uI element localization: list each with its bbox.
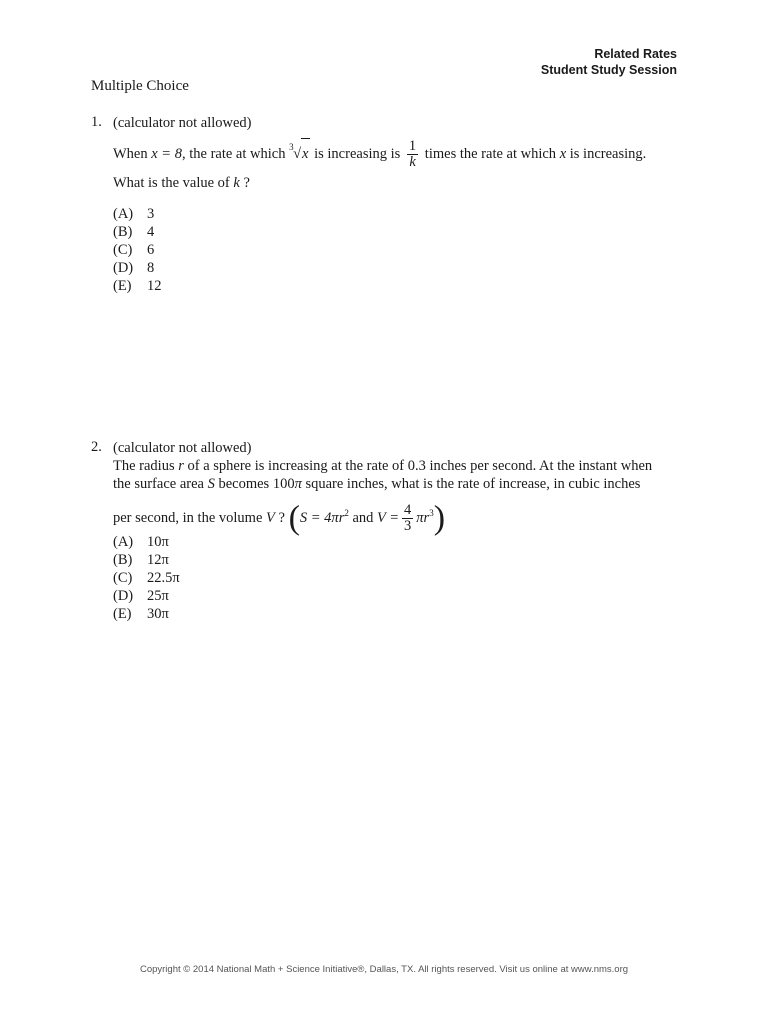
copyright-footer: Copyright © 2014 National Math + Science Initiative®, Dallas, TX. All rights reserved. Visit us online at www.nms.org bbox=[139, 964, 629, 975]
choice-value: 4 bbox=[147, 224, 155, 241]
answer-choice bbox=[113, 533, 683, 551]
choice-label: (B) bbox=[113, 224, 133, 241]
math-symbol: π bbox=[294, 476, 302, 492]
choice-value: 12π bbox=[147, 552, 169, 568]
header-title: Related Rates bbox=[594, 47, 677, 61]
prompt-text: is increasing. bbox=[569, 146, 647, 162]
choice-value: 25π bbox=[147, 588, 169, 604]
choice-label: (D) bbox=[113, 260, 134, 277]
prompt-text: and bbox=[352, 509, 374, 526]
choice-value: 12 bbox=[147, 278, 162, 295]
prompt-text: per second, in the volume bbox=[113, 509, 263, 526]
answer-choice bbox=[113, 277, 683, 295]
choice-label: (C) bbox=[113, 570, 133, 586]
answer-choice bbox=[113, 551, 683, 569]
denominator: k bbox=[409, 154, 416, 171]
question-line bbox=[113, 493, 683, 537]
math-expression: x = 8 bbox=[151, 146, 182, 162]
answer-choices bbox=[113, 205, 683, 295]
question-number: 1. bbox=[91, 114, 102, 130]
numerator: 1 bbox=[408, 138, 417, 155]
answer-choice bbox=[113, 587, 683, 605]
math-variable: S bbox=[207, 476, 215, 492]
root-index: 3 bbox=[289, 142, 294, 152]
fraction bbox=[407, 139, 418, 170]
answer-choice bbox=[113, 223, 683, 241]
prompt-text: When bbox=[113, 146, 148, 162]
exponent: 3 bbox=[429, 508, 434, 518]
question-line bbox=[113, 457, 683, 475]
prompt-text: the surface area bbox=[113, 476, 204, 492]
prompt-text: is increasing is bbox=[314, 146, 401, 162]
choice-label: (B) bbox=[113, 552, 133, 568]
prompt-text: becomes 100 bbox=[218, 476, 295, 492]
question-text bbox=[113, 174, 683, 192]
question-line bbox=[113, 475, 683, 493]
prompt-text: The radius bbox=[113, 458, 175, 474]
right-paren: ) bbox=[433, 499, 446, 537]
header-subtitle: Student Study Session bbox=[540, 63, 677, 77]
answer-choices bbox=[113, 533, 683, 623]
choice-value: 10π bbox=[147, 534, 169, 550]
math-variable: k bbox=[233, 175, 240, 192]
prompt-text: ? bbox=[278, 509, 285, 526]
section-title: Multiple Choice bbox=[91, 78, 189, 94]
denominator: 3 bbox=[404, 518, 412, 534]
choice-label: (A) bbox=[113, 534, 134, 550]
cube-root: 3 √x bbox=[293, 138, 310, 169]
choice-value: 8 bbox=[147, 260, 155, 277]
answer-choice bbox=[113, 259, 683, 277]
question-body bbox=[113, 114, 683, 295]
answer-choice bbox=[113, 605, 683, 623]
question-prompt bbox=[113, 138, 683, 170]
exponent: 2 bbox=[344, 508, 349, 518]
math-expression: S = 4πr bbox=[299, 509, 345, 526]
question-number: 2. bbox=[91, 439, 102, 455]
question-note: (calculator not allowed) bbox=[113, 440, 252, 456]
answer-choice bbox=[113, 205, 683, 223]
math-expression: V = bbox=[377, 509, 400, 526]
math-variable: x bbox=[559, 146, 567, 162]
choice-value: 22.5π bbox=[147, 570, 180, 586]
prompt-text: , the rate at which bbox=[181, 146, 286, 162]
answer-choice bbox=[113, 569, 683, 587]
choice-value: 6 bbox=[147, 242, 155, 259]
question-body bbox=[113, 439, 683, 623]
prompt-text: square inches, what is the rate of increase, in cubic inches bbox=[305, 476, 641, 492]
choice-label: (C) bbox=[113, 242, 133, 259]
math-expression: πr bbox=[416, 509, 430, 526]
math-variable: r bbox=[178, 458, 184, 474]
choice-value: 30π bbox=[147, 606, 169, 622]
math-variable: V bbox=[266, 509, 275, 526]
fraction bbox=[402, 503, 413, 534]
choice-label: (D) bbox=[113, 588, 134, 604]
prompt-text: of a sphere is increasing at the rate of 0.3 inches per second. At the instant when bbox=[187, 458, 653, 474]
choice-value: 3 bbox=[147, 206, 155, 223]
answer-choice bbox=[113, 241, 683, 259]
choice-label: (E) bbox=[113, 606, 132, 622]
numerator: 4 bbox=[404, 502, 412, 518]
prompt-text: What is the value of bbox=[113, 175, 230, 192]
page-header bbox=[541, 46, 677, 78]
radicand: x bbox=[301, 138, 310, 169]
prompt-text: ? bbox=[243, 175, 250, 192]
left-paren: ( bbox=[288, 499, 300, 537]
prompt-text: times the rate at which bbox=[424, 146, 557, 162]
choice-label: (E) bbox=[113, 278, 132, 295]
choice-label: (A) bbox=[113, 206, 134, 223]
question-note: (calculator not allowed) bbox=[113, 115, 252, 131]
